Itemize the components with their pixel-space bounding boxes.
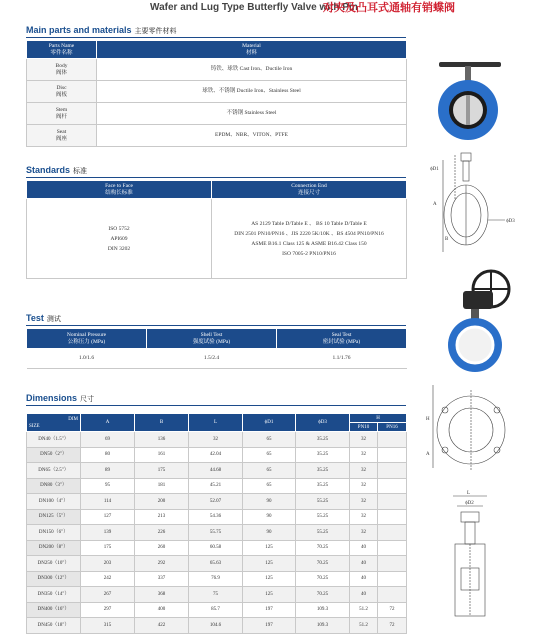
dim-cell-a: 89 — [81, 463, 135, 479]
neck — [465, 522, 475, 544]
neck — [463, 161, 469, 181]
test-head-nominal — [27, 329, 147, 349]
dim-cell-a: 315 — [81, 618, 135, 634]
dim-cell-b: 260 — [135, 540, 189, 556]
dim-cell-pn10: 51.2 — [350, 618, 378, 634]
materials-section-title — [26, 25, 177, 36]
material-body: 铸铁、球铁 Cast Iron、Ductile Iron — [97, 59, 407, 81]
head-en: Seal Test — [331, 331, 352, 338]
dim-cell-l: 45.21 — [189, 478, 243, 494]
label-a: A — [433, 202, 437, 207]
label-d2: ϕD2 — [465, 501, 474, 506]
dim-cell-b: 226 — [135, 525, 189, 541]
standards-title-cn: 标准 — [73, 167, 88, 175]
part-cn: 阀板 — [55, 91, 67, 98]
dim-cell-pn16 — [378, 509, 407, 525]
dim-cell-l: 85.7 — [189, 602, 243, 618]
size-cell: DN150（6"） — [27, 525, 81, 541]
dim-cell-pn16 — [378, 463, 407, 479]
head-f2f-cn: 结构长标准 — [105, 189, 133, 196]
dim-cell-pn10: 32 — [350, 432, 378, 448]
materials-table — [26, 40, 407, 147]
dimensions-title-rule — [26, 405, 406, 406]
head-cn: 公称压力 (MPa) — [67, 338, 106, 345]
head-cn: 密封试验 (MPa) — [322, 338, 361, 345]
dim-cell-b: 368 — [135, 587, 189, 603]
dim-cell-d3: 35.25 — [296, 447, 350, 463]
standards-section-title — [26, 165, 87, 176]
dim-cell-d1: 125 — [243, 587, 296, 603]
dim-cell-pn16 — [378, 571, 407, 587]
standards-head-f2f — [27, 181, 212, 199]
conn-item: AS 2129 Table D/Table E 、 BS 10 Table D/Table E — [251, 220, 367, 227]
dim-cell-d3: 35.25 — [296, 463, 350, 479]
size-cell: DN50（2"） — [27, 447, 81, 463]
dim-head-pn16: PN16 — [378, 423, 407, 432]
top-flange — [461, 153, 471, 161]
valve-neck — [471, 309, 479, 319]
part-en: Seat — [56, 128, 67, 135]
dim-cell-l: 42.04 — [189, 447, 243, 463]
material-disc: 球铁、不锈钢 Ductile Iron、Stainless Steel — [97, 81, 407, 103]
lever-valve-photo — [425, 52, 515, 147]
size-cell: DN65（2.5"） — [27, 463, 81, 479]
material-seat: EPDM、NBR、VITON、PTFE — [97, 125, 407, 147]
dim-head-a: A — [81, 414, 135, 432]
table-row — [27, 447, 407, 463]
table-row — [27, 556, 407, 572]
dim-cell-d1: 125 — [243, 556, 296, 572]
dim-cell-a: 80 — [81, 447, 135, 463]
dim-cell-a: 139 — [81, 525, 135, 541]
test-seal-value: 1.1/1.76 — [277, 349, 407, 369]
gearbox — [463, 291, 493, 309]
dim-cell-pn10: 32 — [350, 525, 378, 541]
dim-cell-a: 175 — [81, 540, 135, 556]
label-d1: ϕD1 — [430, 167, 439, 172]
test-title-cn: 测试 — [46, 315, 61, 323]
table-row — [27, 509, 407, 525]
dim-cell-d3: 70.25 — [296, 540, 350, 556]
head-mat-cn: 材料 — [245, 49, 257, 56]
dim-cell-l: 54.36 — [189, 509, 243, 525]
dim-cell-d1: 65 — [243, 432, 296, 448]
dim-cell-l: 32 — [189, 432, 243, 448]
dim-cell-pn16: 72 — [378, 618, 407, 634]
dim-head-pn10: PN10 — [350, 423, 378, 432]
dim-cell-b: 337 — [135, 571, 189, 587]
table-row — [27, 571, 407, 587]
dim-cell-b: 213 — [135, 509, 189, 525]
table-row — [27, 587, 407, 603]
table-row — [27, 525, 407, 541]
dim-cell-b: 175 — [135, 463, 189, 479]
size-cell: DN200（8"） — [27, 540, 81, 556]
dim-cell-a: 114 — [81, 494, 135, 510]
dim-cell-d1: 90 — [243, 494, 296, 510]
dim-cell-l: 104.6 — [189, 618, 243, 634]
dim-cell-d1: 65 — [243, 463, 296, 479]
dim-cell-d3: 55.25 — [296, 525, 350, 541]
dim-cell-l: 75 — [189, 587, 243, 603]
size-cell: DN80（3"） — [27, 478, 81, 494]
face-to-face-list — [27, 199, 212, 279]
dim-cell-b: 292 — [135, 556, 189, 572]
dim-cell-pn16 — [378, 478, 407, 494]
part-cn: 阀座 — [55, 135, 67, 142]
dim-cell-pn10: 40 — [350, 556, 378, 572]
label-d3: ϕD3 — [506, 219, 515, 224]
head-cn: 强度试验 (MPa) — [192, 338, 231, 345]
size-cell: DN350（14"） — [27, 587, 81, 603]
conn-item: ISO 7005-2 PN10/PN16 — [282, 250, 336, 257]
dimensions-title-en: Dimensions — [26, 393, 78, 403]
part-en: Stem — [55, 106, 68, 113]
dim-cell-pn10: 32 — [350, 509, 378, 525]
dim-cell-d3: 55.25 — [296, 509, 350, 525]
part-name-disc — [27, 81, 97, 103]
dim-cell-a: 127 — [81, 509, 135, 525]
dim-cell-a: 203 — [81, 556, 135, 572]
dim-cell-b: 422 — [135, 618, 189, 634]
head-mat-en: Material — [242, 42, 261, 49]
size-cell: DN450（18"） — [27, 618, 81, 634]
dim-cell-pn16 — [378, 587, 407, 603]
part-en: Body — [55, 62, 68, 69]
dim-cell-a: 69 — [81, 432, 135, 448]
dim-cell-d3: 35.25 — [296, 432, 350, 448]
dim-cell-pn10: 32 — [350, 494, 378, 510]
test-title-en: Test — [26, 313, 44, 323]
dim-cell-pn10: 32 — [350, 478, 378, 494]
head-conn-cn: 连接尺寸 — [297, 189, 320, 196]
dim-cell-d1: 90 — [243, 509, 296, 525]
part-en: Disc — [56, 84, 67, 91]
test-head-seal — [277, 329, 407, 349]
part-name-seat — [27, 125, 97, 147]
label-h: H — [426, 417, 430, 422]
head-en: Shell Test — [200, 331, 223, 338]
dim-cell-pn10: 32 — [350, 447, 378, 463]
part-name-stem — [27, 103, 97, 125]
dim-cell-d3: 109.3 — [296, 602, 350, 618]
dim-cell-b: 400 — [135, 602, 189, 618]
dim-cell-d3: 55.25 — [296, 494, 350, 510]
dim-cell-l: 76.9 — [189, 571, 243, 587]
test-table — [26, 328, 407, 369]
materials-title-rule — [26, 37, 406, 38]
head-part-cn: 零件名称 — [50, 49, 73, 56]
size-cell: DN300（12"） — [27, 571, 81, 587]
dimensions-section-title — [26, 393, 94, 404]
materials-head-material — [97, 41, 407, 59]
table-row — [27, 349, 407, 369]
top-flange — [461, 512, 479, 522]
dim-head-h: H — [350, 414, 407, 423]
table-row — [27, 103, 407, 125]
dim-cell-pn10: 51.2 — [350, 602, 378, 618]
dim-cell-pn10: 40 — [350, 571, 378, 587]
dimensions-table — [26, 413, 407, 634]
dim-cell-d3: 70.25 — [296, 556, 350, 572]
size-label: SIZE — [29, 423, 40, 429]
dim-cell-b: 136 — [135, 432, 189, 448]
dim-cell-d1: 125 — [243, 540, 296, 556]
head-part-en: Parts Name — [48, 42, 75, 49]
head-f2f-en: Face to Face — [105, 182, 133, 189]
dim-cell-a: 297 — [81, 602, 135, 618]
dim-cell-pn16 — [378, 556, 407, 572]
f2f-item: API609 — [110, 235, 128, 242]
table-row — [27, 125, 407, 147]
dim-cell-l: 65.63 — [189, 556, 243, 572]
head-conn-en: Connection End — [291, 182, 327, 189]
materials-title-en: Main parts and materials — [26, 25, 132, 35]
dim-cell-d1: 65 — [243, 478, 296, 494]
table-row — [27, 602, 407, 618]
dim-cell-d1: 125 — [243, 571, 296, 587]
standards-title-rule — [26, 177, 406, 178]
page-title-cn: 对夹及凸耳式通轴有销蝶阀 — [323, 1, 455, 14]
dim-cell-l: 44.68 — [189, 463, 243, 479]
dim-cell-a: 242 — [81, 571, 135, 587]
standards-table — [26, 180, 407, 279]
dimensions-title-cn: 尺寸 — [80, 395, 95, 403]
dim-cell-d3: 35.25 — [296, 478, 350, 494]
conn-item: ASME B16.1 Class 125 & ASME B16.42 Class 150 — [251, 240, 367, 247]
dim-cell-pn16 — [378, 540, 407, 556]
size-cell: DN100（4"） — [27, 494, 81, 510]
size-cell: DN125（5"） — [27, 509, 81, 525]
table-row — [27, 494, 407, 510]
connection-list — [212, 199, 407, 279]
side-section-drawing — [425, 488, 525, 628]
dim-cell-pn10: 40 — [350, 587, 378, 603]
table-row — [27, 478, 407, 494]
valve-stem — [466, 95, 470, 125]
label-a: A — [426, 452, 430, 457]
materials-title-cn: 主要零件材料 — [134, 27, 177, 35]
dim-cell-pn16 — [378, 525, 407, 541]
table-row — [27, 540, 407, 556]
wafer-valve-drawing — [425, 150, 525, 260]
dim-cell-l: 60.58 — [189, 540, 243, 556]
dim-cell-d3: 70.25 — [296, 571, 350, 587]
material-stem: 不锈钢 Stainless Steel — [97, 103, 407, 125]
dim-cell-d1: 197 — [243, 602, 296, 618]
size-cell: DN400（16"） — [27, 602, 81, 618]
dim-head-d1: ϕD1 — [243, 414, 296, 432]
dim-cell-d1: 65 — [243, 447, 296, 463]
head-en: Nominal Pressure — [66, 331, 107, 338]
size-cell: DN40（1.5"） — [27, 432, 81, 448]
table-row — [27, 463, 407, 479]
label-l: L — [467, 491, 471, 496]
f2f-item: ISO 5752 — [108, 225, 130, 232]
gear-valve-photo — [425, 265, 525, 375]
table-row — [27, 432, 407, 448]
dim-head-l: L — [189, 414, 243, 432]
table-row — [27, 59, 407, 81]
test-section-title — [26, 313, 61, 324]
dim-corner-header — [27, 414, 81, 432]
dim-head-d3: ϕD3 — [296, 414, 350, 432]
dim-cell-d1: 90 — [243, 525, 296, 541]
materials-head-part — [27, 41, 97, 59]
test-shell-value: 1.5/2.4 — [147, 349, 277, 369]
dimensions-body — [27, 432, 407, 634]
dim-label: DIM — [68, 416, 78, 422]
dim-cell-a: 95 — [81, 478, 135, 494]
dim-cell-d3: 70.25 — [296, 587, 350, 603]
part-cn: 阀体 — [55, 69, 67, 76]
dim-cell-l: 55.75 — [189, 525, 243, 541]
dim-cell-b: 181 — [135, 478, 189, 494]
dim-head-b: B — [135, 414, 189, 432]
table-row — [27, 618, 407, 634]
lug-valve-drawing — [425, 380, 525, 475]
dim-cell-l: 52.07 — [189, 494, 243, 510]
f2f-item: DIN 3202 — [107, 245, 131, 252]
page-title-en: Wafer and Lug Type Butterfly Valve with Pin — [150, 2, 358, 13]
test-head-shell — [147, 329, 277, 349]
dim-cell-pn16: 72 — [378, 602, 407, 618]
dim-cell-pn16 — [378, 494, 407, 510]
dim-cell-pn16 — [378, 447, 407, 463]
label-b: B — [445, 237, 449, 242]
part-name-body — [27, 59, 97, 81]
test-nominal-value: 1.0/1.6 — [27, 349, 147, 369]
dim-cell-a: 267 — [81, 587, 135, 603]
conn-item: DIN 2501 PN10/PN16 、JIS 2220 5K/10K 、BS 4504 PN10/PN16 — [234, 230, 384, 237]
dim-cell-pn10: 32 — [350, 463, 378, 479]
test-title-rule — [26, 325, 406, 326]
standards-title-en: Standards — [26, 165, 71, 175]
dim-cell-d1: 197 — [243, 618, 296, 634]
dim-cell-b: 200 — [135, 494, 189, 510]
table-row — [27, 81, 407, 103]
dim-cell-b: 161 — [135, 447, 189, 463]
standards-head-conn — [212, 181, 407, 199]
size-cell: DN250（10"） — [27, 556, 81, 572]
dim-cell-pn16 — [378, 432, 407, 448]
dim-cell-d3: 109.3 — [296, 618, 350, 634]
valve-neck — [465, 66, 471, 82]
part-cn: 阀杆 — [55, 113, 67, 120]
dim-cell-pn10: 40 — [350, 540, 378, 556]
